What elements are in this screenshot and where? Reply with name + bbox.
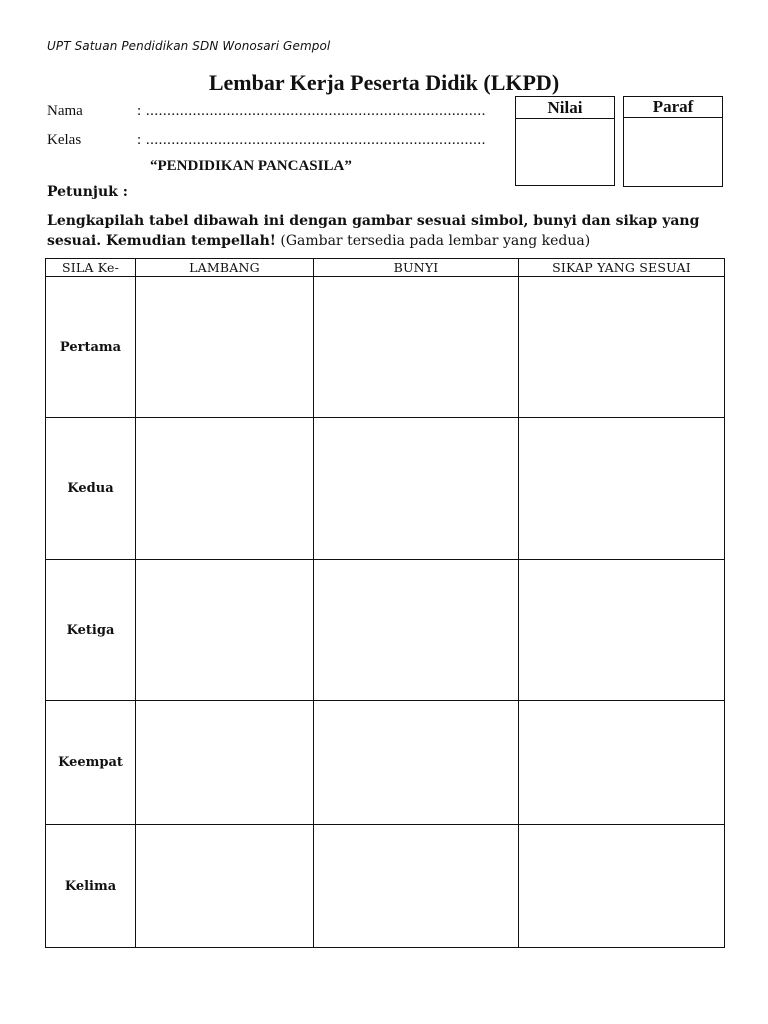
nilai-box[interactable] — [515, 96, 615, 186]
lambang-cell[interactable] — [136, 418, 314, 560]
sikap-cell[interactable] — [519, 701, 725, 825]
header-bunyi: BUNYI — [314, 259, 519, 277]
table-row — [46, 560, 725, 701]
kelas-field[interactable]: : ................................................................................ — [137, 132, 486, 148]
nilai-label: Nilai — [547, 98, 583, 117]
sila-label: Kelima — [46, 825, 136, 948]
nama-label: Nama — [47, 103, 83, 119]
petunjuk-label: Petunjuk : — [47, 184, 128, 200]
nilai-divider — [516, 118, 614, 119]
header-lambang: LAMBANG — [136, 259, 314, 277]
lambang-cell[interactable] — [136, 560, 314, 701]
sikap-cell[interactable] — [519, 560, 725, 701]
bunyi-cell[interactable] — [314, 825, 519, 948]
sila-label: Keempat — [46, 701, 136, 825]
kelas-label: Kelas — [47, 132, 82, 148]
lambang-cell[interactable] — [136, 825, 314, 948]
school-header: UPT Satuan Pendidikan SDN Wonosari Gempol — [47, 39, 331, 53]
paraf-divider — [624, 117, 722, 118]
subject-title: “PENDIDIKAN PANCASILA” — [150, 158, 352, 174]
table-row — [46, 825, 725, 948]
bunyi-cell[interactable] — [314, 560, 519, 701]
sikap-cell[interactable] — [519, 825, 725, 948]
worksheet-table — [45, 258, 725, 948]
table-row — [46, 418, 725, 560]
nama-field[interactable]: : ................................................................................ — [137, 103, 486, 119]
paraf-box[interactable] — [623, 96, 723, 187]
lambang-cell[interactable] — [136, 277, 314, 418]
paraf-label: Paraf — [652, 97, 694, 116]
table-row — [46, 277, 725, 418]
sikap-cell[interactable] — [519, 277, 725, 418]
bunyi-cell[interactable] — [314, 701, 519, 825]
instruction-bold: Lengkapilah tabel dibawah ini dengan gambar sesuai simbol, bunyi dan sikap yang sesuai. Kemudian tempellah! — [47, 213, 700, 249]
table-row — [46, 701, 725, 825]
instruction-text — [47, 211, 747, 251]
sila-label: Pertama — [46, 277, 136, 418]
header-sikap: SIKAP YANG SESUAI — [519, 259, 725, 277]
instruction-note: (Gambar tersedia pada lembar yang kedua) — [275, 233, 591, 249]
page-title: Lembar Kerja Peserta Didik (LKPD) — [208, 70, 560, 95]
table-header-row — [46, 259, 725, 277]
sila-label: Kedua — [46, 418, 136, 560]
sikap-cell[interactable] — [519, 418, 725, 560]
lambang-cell[interactable] — [136, 701, 314, 825]
bunyi-cell[interactable] — [314, 277, 519, 418]
bunyi-cell[interactable] — [314, 418, 519, 560]
sila-label: Ketiga — [46, 560, 136, 701]
header-sila: SILA Ke- — [46, 259, 136, 277]
